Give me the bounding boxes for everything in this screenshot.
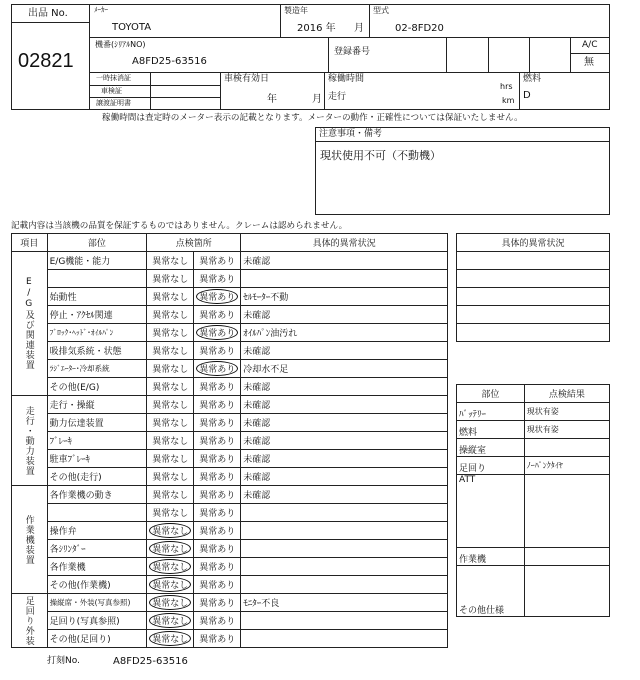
- abnormal-label: 異常あり: [199, 455, 236, 465]
- result-part: 燃料: [457, 421, 525, 439]
- part-cell: 足回り(写真参照): [47, 612, 147, 630]
- result-row: [457, 439, 610, 457]
- no-abnormal-cell: [147, 306, 194, 324]
- part-cell: 各作業機の動き: [47, 486, 147, 504]
- no-abnormal-label: 異常なし: [149, 559, 191, 574]
- status-cell: [241, 630, 448, 648]
- status-cell: [241, 576, 448, 594]
- maker-label: ﾒｰｶｰ: [94, 6, 108, 14]
- fuel-label: 燃料: [523, 74, 542, 84]
- table-row: [12, 468, 448, 486]
- status-cell: 未確認: [241, 396, 448, 414]
- status-cell: [241, 558, 448, 576]
- abnormal-cell: [194, 558, 241, 576]
- abnormal-cell: [194, 540, 241, 558]
- col-header-part: 部位: [47, 234, 147, 252]
- hours-unit: hrs: [500, 82, 513, 91]
- abnormal-label: 異常あり: [199, 491, 236, 501]
- part-cell: ﾌﾞﾚｰｷ: [47, 432, 147, 450]
- month-suffix: 月: [354, 23, 364, 34]
- no-abnormal-cell: [147, 360, 194, 378]
- part-cell: 停止・ｱｸｾﾙ関連: [47, 306, 147, 324]
- abnormal-label: 異常あり: [199, 599, 236, 609]
- table-row: [12, 378, 448, 396]
- right-status-table: [456, 233, 610, 342]
- mileage-unit: km: [502, 96, 515, 105]
- result-row: [457, 475, 610, 548]
- inspect-label: 車検有効日: [224, 74, 270, 84]
- no-abnormal-label: 異常なし: [152, 491, 189, 501]
- abnormal-label: 異常あり: [196, 289, 238, 304]
- abnormal-label: 異常あり: [196, 325, 238, 340]
- mileage-label: 走行: [328, 92, 347, 102]
- no-abnormal-label: 異常なし: [149, 595, 191, 610]
- shuppin-label: 出品 No.: [28, 8, 68, 19]
- abnormal-label: 異常あり: [199, 347, 236, 357]
- status-cell: ｾﾙﾓｰﾀｰ不動: [241, 288, 448, 306]
- no-abnormal-label: 異常なし: [152, 311, 189, 321]
- part-cell: その他(作業機): [47, 576, 147, 594]
- result-value: 現状有姿: [524, 421, 609, 439]
- abnormal-label: 異常あり: [199, 581, 236, 591]
- abnormal-cell: [194, 342, 241, 360]
- table-row: [12, 540, 448, 558]
- abnormal-cell: [194, 486, 241, 504]
- no-abnormal-cell: [147, 540, 194, 558]
- right-status-row: [457, 324, 610, 342]
- status-cell: 未確認: [241, 414, 448, 432]
- result-part: ATT: [457, 475, 525, 548]
- part-cell: ﾌﾞﾛｯｸ･ﾍｯﾄﾞ･ｵｲﾙﾊﾟﾝ: [47, 324, 147, 342]
- no-abnormal-label: 異常なし: [149, 577, 191, 592]
- abnormal-cell: [194, 576, 241, 594]
- transfer-cert-label: 譲渡証明書: [96, 99, 131, 107]
- no-abnormal-cell: [147, 504, 194, 522]
- result-value: [524, 439, 609, 457]
- disclaimer: 記載内容は当該機の品質を保証するものではありません。クレームは認められません。: [11, 221, 348, 231]
- status-cell: ｵｲﾙﾊﾟﾝ油汚れ: [241, 324, 448, 342]
- inspection-table: [11, 233, 448, 648]
- no-abnormal-cell: [147, 252, 194, 270]
- hours-notice: 稼働時間は査定時のメーター表示の記載となります。メーターの動作・正確性については保証いたしません。: [102, 113, 523, 123]
- status-cell: ﾓﾆﾀｰ不良: [241, 594, 448, 612]
- table-row: [12, 612, 448, 630]
- result-value: ﾉｰﾊﾟﾝｸﾀｲﾔ: [524, 457, 609, 475]
- part-cell: E/G機能・能力: [47, 252, 147, 270]
- year-value: 2016 年: [297, 23, 336, 34]
- part-cell: ﾗｼﾞｴｰﾀｰ･冷却系統: [47, 360, 147, 378]
- right-status-row: [457, 252, 610, 270]
- abnormal-cell: [194, 468, 241, 486]
- fuel-value: D: [523, 90, 531, 101]
- abnormal-cell: [194, 504, 241, 522]
- table-row: [12, 558, 448, 576]
- abnormal-label: 異常あり: [196, 361, 238, 376]
- no-abnormal-cell: [147, 414, 194, 432]
- no-abnormal-cell: [147, 450, 194, 468]
- result-header-part: 部位: [457, 385, 525, 403]
- remarks-label: 注意事項・備考: [319, 129, 383, 139]
- table-row: [12, 450, 448, 468]
- table-row: [12, 432, 448, 450]
- no-abnormal-label: 異常なし: [152, 509, 189, 519]
- abnormal-cell: [194, 450, 241, 468]
- no-abnormal-cell: [147, 594, 194, 612]
- abnormal-label: 異常あり: [199, 311, 236, 321]
- abnormal-label: 異常あり: [199, 509, 236, 519]
- model-label: 型式: [373, 6, 389, 15]
- table-row: [12, 360, 448, 378]
- abnormal-label: 異常あり: [199, 617, 236, 627]
- part-cell: その他(E/G): [47, 378, 147, 396]
- result-value: [524, 475, 609, 548]
- status-cell: 未確認: [241, 468, 448, 486]
- table-row: [12, 342, 448, 360]
- table-row: [12, 288, 448, 306]
- abnormal-cell: [194, 360, 241, 378]
- status-cell: 未確認: [241, 342, 448, 360]
- no-abnormal-cell: [147, 270, 194, 288]
- status-cell: [241, 612, 448, 630]
- part-cell: 吸排気系統・状態: [47, 342, 147, 360]
- abnormal-label: 異常あり: [199, 473, 236, 483]
- result-row: [457, 548, 610, 566]
- abnormal-cell: [194, 270, 241, 288]
- part-cell: 各ｼﾘﾝﾀﾞｰ: [47, 540, 147, 558]
- no-abnormal-cell: [147, 432, 194, 450]
- no-abnormal-label: 異常なし: [152, 419, 189, 429]
- abnormal-label: 異常あり: [199, 419, 236, 429]
- abnormal-cell: [194, 378, 241, 396]
- no-abnormal-label: 異常なし: [149, 631, 191, 646]
- part-cell: 走行・操縦: [47, 396, 147, 414]
- table-row: [12, 522, 448, 540]
- no-abnormal-label: 異常なし: [152, 455, 189, 465]
- result-value: [524, 566, 609, 617]
- no-abnormal-cell: [147, 342, 194, 360]
- no-abnormal-cell: [147, 324, 194, 342]
- ac-value: 無: [584, 57, 594, 68]
- vehicle-cert-label: 車検証: [101, 87, 122, 95]
- no-abnormal-cell: [147, 288, 194, 306]
- no-abnormal-cell: [147, 558, 194, 576]
- part-cell: [47, 270, 147, 288]
- right-status-row: [457, 306, 610, 324]
- no-abnormal-label: 異常なし: [152, 473, 189, 483]
- status-cell: [241, 540, 448, 558]
- status-cell: [241, 522, 448, 540]
- abnormal-cell: [194, 396, 241, 414]
- result-part: 操縦室: [457, 439, 525, 457]
- year-label: 製造年: [284, 6, 308, 15]
- status-cell: 未確認: [241, 252, 448, 270]
- abnormal-label: 異常あり: [199, 437, 236, 447]
- col-header-item: 項目: [12, 234, 48, 252]
- right-status-row: [457, 270, 610, 288]
- no-abnormal-label: 異常なし: [152, 365, 189, 375]
- no-abnormal-label: 異常なし: [152, 383, 189, 393]
- no-abnormal-cell: [147, 612, 194, 630]
- result-row: [457, 566, 610, 617]
- no-abnormal-cell: [147, 396, 194, 414]
- inspect-year: 年: [267, 94, 277, 105]
- maker-value: TOYOTA: [112, 22, 152, 33]
- table-row: [12, 576, 448, 594]
- table-row: [12, 486, 448, 504]
- abnormal-cell: [194, 612, 241, 630]
- table-row: [12, 414, 448, 432]
- abnormal-cell: [194, 594, 241, 612]
- no-abnormal-label: 異常なし: [152, 437, 189, 447]
- no-abnormal-label: 異常なし: [152, 293, 189, 303]
- part-cell: [47, 504, 147, 522]
- status-cell: 未確認: [241, 450, 448, 468]
- ac-label: A/C: [582, 40, 598, 50]
- table-row: [12, 504, 448, 522]
- result-part: その他仕様: [457, 566, 525, 617]
- inspect-month: 月: [312, 94, 322, 105]
- result-row: [457, 421, 610, 439]
- table-row: [12, 594, 448, 612]
- right-status-row: [457, 288, 610, 306]
- serial-value: A8FD25-63516: [132, 56, 207, 67]
- no-abnormal-label: 異常なし: [152, 347, 189, 357]
- table-row: [12, 324, 448, 342]
- model-value: 02-8FD20: [395, 23, 444, 34]
- abnormal-label: 異常あり: [199, 257, 236, 267]
- status-cell: 未確認: [241, 486, 448, 504]
- part-cell: 操作弁: [47, 522, 147, 540]
- no-abnormal-cell: [147, 576, 194, 594]
- status-cell: 冷却水不足: [241, 360, 448, 378]
- result-value: [524, 548, 609, 566]
- group-label: 作業機装置: [12, 486, 48, 594]
- no-abnormal-label: 異常なし: [152, 275, 189, 285]
- part-cell: 動力伝達装置: [47, 414, 147, 432]
- result-header-result: 点検結果: [524, 385, 609, 403]
- abnormal-label: 異常あり: [199, 635, 236, 645]
- abnormal-cell: [194, 432, 241, 450]
- hours-label: 稼働時間: [328, 74, 365, 84]
- result-value: 現状有姿: [524, 403, 609, 421]
- remarks-text: 現状使用不可（不動機）: [320, 149, 441, 162]
- table-row: [12, 630, 448, 648]
- status-cell: 未確認: [241, 306, 448, 324]
- abnormal-label: 異常あり: [199, 545, 236, 555]
- part-cell: 駐車ﾌﾞﾚｰｷ: [47, 450, 147, 468]
- no-abnormal-label: 異常なし: [149, 523, 191, 538]
- temp-cert-label: 一時抹消証: [96, 74, 131, 82]
- result-part: 作業機: [457, 548, 525, 566]
- part-cell: その他(足回り): [47, 630, 147, 648]
- no-abnormal-cell: [147, 468, 194, 486]
- reg-label: 登録番号: [334, 47, 371, 57]
- right-status-header: 具体的異常状況: [457, 234, 610, 252]
- no-abnormal-label: 異常なし: [149, 541, 191, 556]
- no-abnormal-label: 異常なし: [152, 401, 189, 411]
- no-abnormal-cell: [147, 378, 194, 396]
- abnormal-cell: [194, 324, 241, 342]
- abnormal-cell: [194, 252, 241, 270]
- result-part: 足回り: [457, 457, 525, 475]
- abnormal-cell: [194, 414, 241, 432]
- group-label: 走行・動力装置: [12, 396, 48, 486]
- table-row: [12, 252, 448, 270]
- part-cell: 各作業機: [47, 558, 147, 576]
- table-row: [12, 270, 448, 288]
- no-abnormal-label: 異常なし: [152, 329, 189, 339]
- abnormal-label: 異常あり: [199, 563, 236, 573]
- part-cell: 操縦席・外装(写真参照): [47, 594, 147, 612]
- status-cell: 未確認: [241, 432, 448, 450]
- col-header-check: 点検箇所: [147, 234, 241, 252]
- abnormal-label: 異常あり: [199, 401, 236, 411]
- no-abnormal-cell: [147, 630, 194, 648]
- no-abnormal-cell: [147, 522, 194, 540]
- group-label: 足回り外装: [12, 594, 48, 648]
- group-label: E/G及び関連装置: [12, 252, 48, 396]
- abnormal-cell: [194, 306, 241, 324]
- no-abnormal-label: 異常なし: [152, 257, 189, 267]
- status-cell: 未確認: [241, 378, 448, 396]
- right-result-table: [456, 384, 610, 617]
- col-header-status: 具体的異常状況: [241, 234, 448, 252]
- abnormal-cell: [194, 288, 241, 306]
- no-abnormal-label: 異常なし: [149, 613, 191, 628]
- status-cell: [241, 504, 448, 522]
- result-part: ﾊﾞｯﾃﾘｰ: [457, 403, 525, 421]
- serial-label: 機番(ｼﾘｱﾙNO): [95, 40, 146, 49]
- abnormal-label: 異常あり: [199, 383, 236, 393]
- shuppin-number: 02821: [18, 50, 74, 72]
- status-cell: [241, 270, 448, 288]
- abnormal-label: 異常あり: [199, 275, 236, 285]
- table-row: [12, 306, 448, 324]
- abnormal-label: 異常あり: [199, 527, 236, 537]
- part-cell: 始動性: [47, 288, 147, 306]
- no-abnormal-cell: [147, 486, 194, 504]
- result-row: [457, 403, 610, 421]
- part-cell: その他(走行): [47, 468, 147, 486]
- abnormal-cell: [194, 522, 241, 540]
- footer-value: A8FD25-63516: [113, 656, 188, 667]
- table-row: [12, 396, 448, 414]
- result-row: [457, 457, 610, 475]
- abnormal-cell: [194, 630, 241, 648]
- footer-label: 打刻No.: [47, 656, 80, 666]
